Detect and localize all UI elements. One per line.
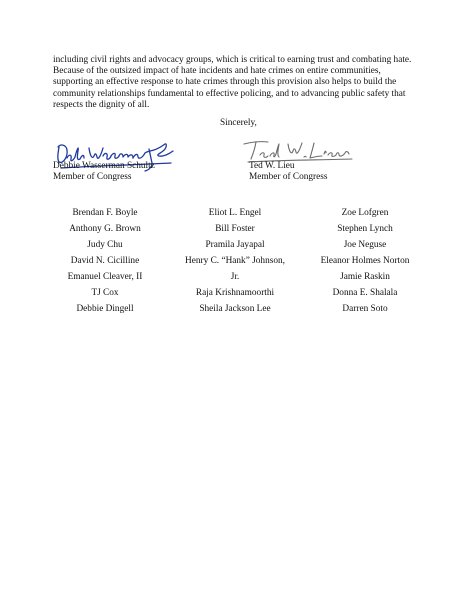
cosigner-name: Brendan F. Boyle <box>72 208 138 218</box>
cosigner-name: Eliot L. Engel <box>208 208 262 218</box>
cosigner-name: Jamie Raskin <box>340 272 390 282</box>
cosigner-name: Pramila Jayapal <box>205 240 265 250</box>
body-line: Because of the outsized impact of hate incidents and hate crimes on entire communities, <box>53 66 381 77</box>
cosigner-name: Emanuel Cleaver, II <box>67 272 143 282</box>
cosigner-name: Joe Neguse <box>343 240 387 250</box>
cosigner-name: Sheila Jackson Lee <box>199 304 271 314</box>
cosigner-list <box>40 205 430 317</box>
body-line: supporting an effective response to hate crimes through this provision also helps to build the <box>53 77 397 88</box>
cosigner-name: Eleanor Holmes Norton <box>320 256 410 266</box>
cosigner-name: David N. Cicilline <box>70 256 140 266</box>
cosigner-name: Debbie Dingell <box>76 304 134 314</box>
cosigner-name: Donna E. Shalala <box>332 288 398 298</box>
cosigner-name: TJ Cox <box>91 288 119 298</box>
cosigner-name: Henry C. “Hank” Johnson, <box>185 256 285 266</box>
signer-title: Member of Congress <box>53 172 132 182</box>
cosigner-name: Zoe Lofgren <box>341 208 389 218</box>
signer-title: Member of Congress <box>249 172 328 182</box>
cosigner-name: Anthony G. Brown <box>69 224 141 234</box>
signer-name: Debbie Wasserman Schultz <box>53 161 155 171</box>
cosigner-column-3 <box>300 205 430 317</box>
signer-block-left <box>53 161 155 183</box>
cosigner-column-2 <box>170 205 300 317</box>
cosigner-name-continuation: Jr. <box>230 272 240 282</box>
letter-body-paragraph <box>53 55 425 111</box>
signer-name: Ted W. Lieu <box>249 161 295 171</box>
cosigner-name: Bill Foster <box>215 224 255 234</box>
cosigner-name: Stephen Lynch <box>337 224 393 234</box>
signature-ted-w-lieu <box>240 136 356 164</box>
body-line: including civil rights and advocacy groups, which is critical to earning trust and combating hate. <box>53 55 412 65</box>
cosigner-name: Darren Soto <box>342 304 388 314</box>
closing-salutation: Sincerely, <box>220 118 257 128</box>
body-line: respects the dignity of all. <box>53 99 150 110</box>
signer-block-right <box>249 161 328 183</box>
cosigner-name: Raja Krishnamoorthi <box>195 288 275 298</box>
cosigner-name: Judy Chu <box>87 240 123 250</box>
cosigner-column-1 <box>40 205 170 317</box>
body-line: community relationships fundamental to effective policing, and to advancing public safety that <box>53 88 406 99</box>
